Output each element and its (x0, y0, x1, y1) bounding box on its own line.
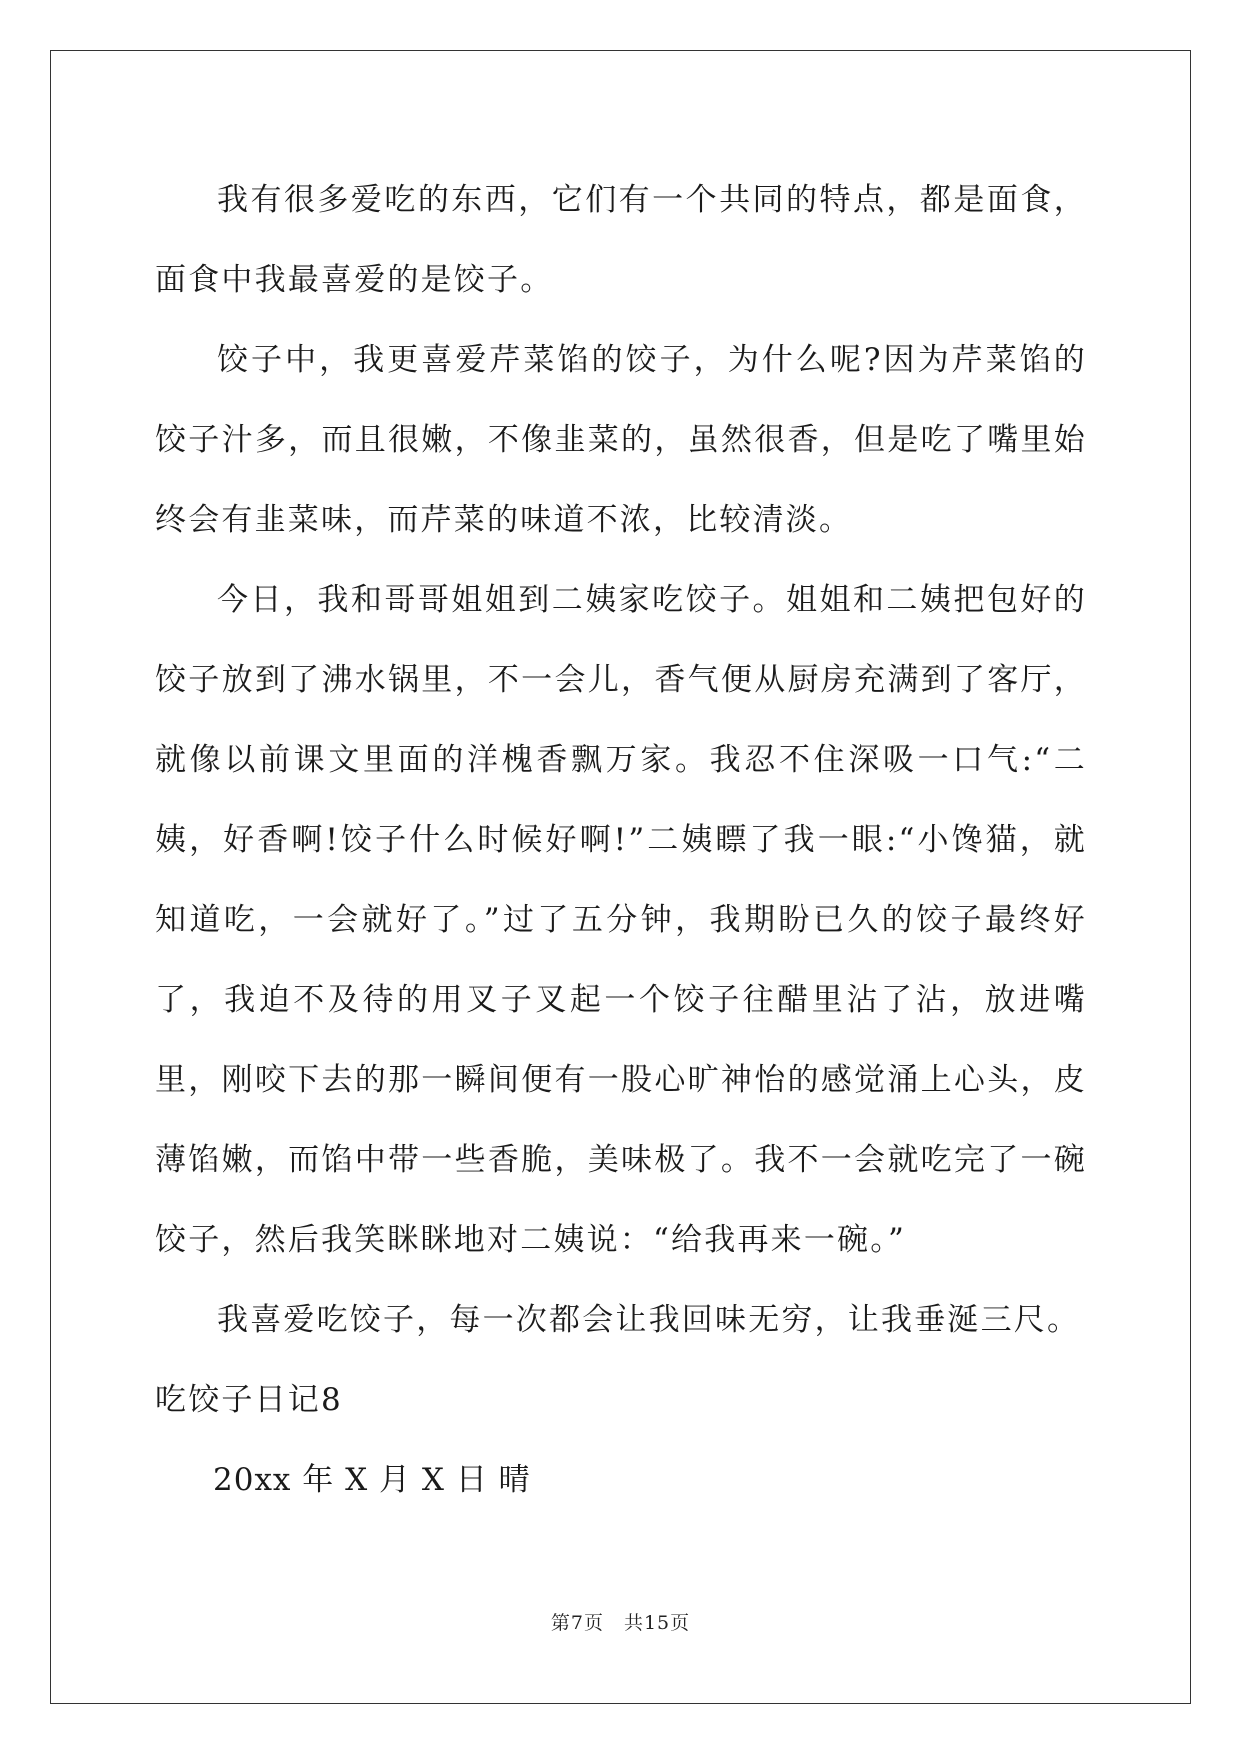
page-footer: 第7页 共15页 (550, 1612, 691, 1634)
date-line: 20xx 年 X 月 X 日 晴 (213, 1462, 531, 1498)
paragraph-2: 饺子中，我更喜爱芹菜馅的饺子，为什么呢?因为芹菜馅的饺子汁多，而且很嫩，不像韭菜的，虽然很香，但是吃了嘴里始终会有韭菜味，而芹菜的味道不浓，比较清淡。 (155, 342, 1087, 538)
paragraph-4: 我喜爱吃饺子，每一次都会让我回味无穷，让我垂涎三尺。 (217, 1302, 1081, 1338)
section-heading: 吃饺子日记8 (155, 1382, 343, 1418)
paragraph-1: 我有很多爱吃的东西，它们有一个共同的特点，都是面食，面食中我最喜爱的是饺子。 (155, 182, 1087, 298)
document-body (155, 160, 1087, 1520)
paragraph-3: 今日，我和哥哥姐姐到二姨家吃饺子。姐姐和二姨把包好的饺子放到了沸水锅里，不一会儿，香气便从厨房充满到了客厅，就像以前课文里面的洋槐香飘万家。我忍不住深吸一口气:“二姨，好香啊!饺子什么时候好啊!”二姨瞟了我一眼:“小馋猫，就知道吃，一会就好了。”过了五分钟，我期盼已久的饺子最终好了，我迫不及待的用叉子叉起一个饺子往醋里沾了沾，放进嘴里，刚咬下去的那一瞬间便有一股心旷神怡的感觉涌上心头，皮薄馅嫩，而馅中带一些香脆，美味极了。我不一会就吃完了一碗饺子，然后我笑眯眯地对二姨说：“给我再来一碗。” (155, 582, 1087, 1258)
